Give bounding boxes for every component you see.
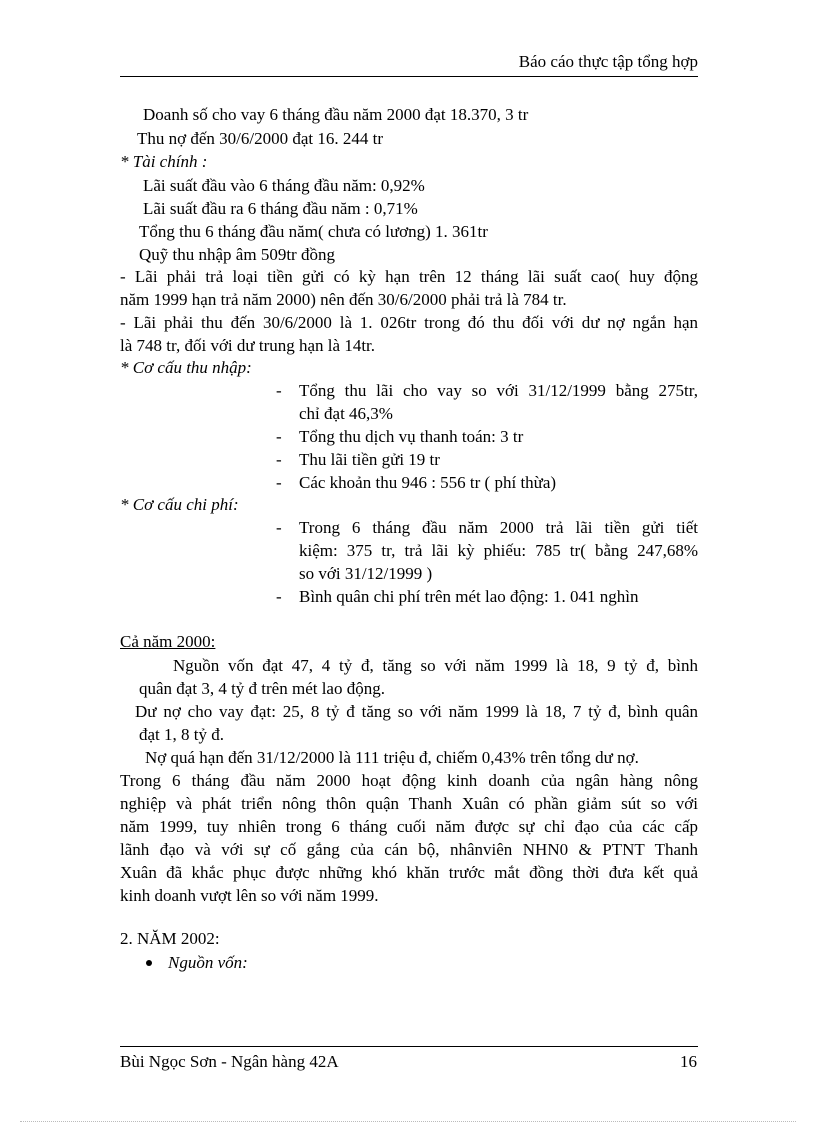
list-item: Trong 6 tháng đầu năm 2000 trả lãi tiền gửi tiết bbox=[299, 518, 698, 537]
paragraph-line: - Lãi phải trả loại tiền gửi có kỳ hạn trên 12 tháng lãi suất cao( huy động bbox=[120, 267, 698, 286]
bullet-icon bbox=[146, 960, 152, 966]
footer-author: Bùi Ngọc Sơn - Ngân hàng 42A bbox=[120, 1052, 339, 1071]
text-line: Tổng thu 6 tháng đầu năm( chưa có lương) 1. 361tr bbox=[139, 222, 488, 241]
text-line: Lãi suất đầu vào 6 tháng đầu năm: 0,92% bbox=[143, 176, 425, 195]
paragraph-line: lãnh đạo và với sự cố gắng của cán bộ, nhânviên NHN0 & PTNT Thanh bbox=[120, 840, 698, 859]
paragraph-line: năm 1999 hạn trả năm 2000) nên đến 30/6/2000 phải trả là 784 tr. bbox=[120, 290, 567, 309]
page-bottom-border bbox=[20, 1121, 796, 1122]
section-heading-ca-nam-2000: Cả năm 2000: bbox=[120, 632, 216, 651]
text-line: Quỹ thu nhập âm 509tr đồng bbox=[139, 245, 335, 264]
text-line: Doanh số cho vay 6 tháng đầu năm 2000 đạt 18.370, 3 tr bbox=[143, 105, 529, 124]
paragraph-line: Xuân đã khắc phục được những khó khăn trước mắt đồng thời đưa kết quả bbox=[120, 863, 698, 882]
paragraph-line: Nguồn vốn đạt 47, 4 tỷ đ, tăng so với năm 1999 là 18, 9 tỷ đ, bình bbox=[173, 656, 698, 675]
list-item: Nguồn vốn: bbox=[168, 953, 248, 972]
page-header-title: Báo cáo thực tập tổng hợp bbox=[518, 52, 698, 71]
dash-marker: - bbox=[276, 381, 282, 400]
paragraph-line: đạt 1, 8 tỷ đ. bbox=[139, 725, 224, 744]
list-item: Thu lãi tiền gửi 19 tr bbox=[299, 450, 440, 469]
section-heading-co-cau-chi-phi: * Cơ cấu chi phí: bbox=[120, 495, 239, 514]
paragraph-line: kinh doanh vượt lên so với năm 1999. bbox=[120, 886, 379, 905]
page-number: 16 bbox=[680, 1052, 697, 1071]
header-rule bbox=[120, 76, 698, 77]
section-heading-tai-chinh: * Tài chính : bbox=[120, 152, 208, 171]
paragraph-line: là 748 tr, đối với dư trung hạn là 14tr. bbox=[120, 336, 376, 355]
text-line: Lãi suất đầu ra 6 tháng đầu năm : 0,71% bbox=[143, 199, 418, 218]
list-item: Tổng thu dịch vụ thanh toán: 3 tr bbox=[299, 427, 524, 446]
paragraph-line: Trong 6 tháng đầu năm 2000 hoạt động kinh doanh của ngân hàng nông bbox=[120, 771, 698, 790]
dash-marker: - bbox=[276, 587, 282, 606]
paragraph-line: năm 1999, tuy nhiên trong 6 tháng cuối năm được sự chỉ đạo của các cấp bbox=[120, 817, 698, 836]
dash-marker: - bbox=[276, 518, 282, 537]
section-heading-co-cau-thu-nhap: * Cơ cấu thu nhập: bbox=[120, 358, 252, 377]
list-item: Bình quân chi phí trên mét lao động: 1. 041 nghìn bbox=[299, 587, 639, 606]
paragraph-line: nghiệp và phát triển nông thôn quận Thanh Xuân có phần giảm sút so với bbox=[120, 794, 698, 813]
dash-marker: - bbox=[276, 427, 282, 446]
section-heading-nam-2002: 2. NĂM 2002: bbox=[120, 929, 220, 948]
list-item: Tổng thu lãi cho vay so với 31/12/1999 bằng 275tr, bbox=[299, 381, 698, 400]
paragraph-line: quân đạt 3, 4 tỷ đ trên mét lao động. bbox=[139, 679, 385, 698]
paragraph-line: Dư nợ cho vay đạt: 25, 8 tỷ đ tăng so với năm 1999 là 18, 7 tỷ đ, bình quân bbox=[135, 702, 698, 721]
list-item: chỉ đạt 46,3% bbox=[299, 404, 393, 423]
text-line: Thu nợ đến 30/6/2000 đạt 16. 244 tr bbox=[137, 129, 384, 148]
list-item: so với 31/12/1999 ) bbox=[299, 564, 433, 583]
footer-rule bbox=[120, 1046, 698, 1047]
paragraph-line: - Lãi phải thu đến 30/6/2000 là 1. 026tr trong đó thu đối với dư nợ ngắn hạn bbox=[120, 313, 698, 332]
list-item: Các khoản thu 946 : 556 tr ( phí thừa) bbox=[299, 473, 557, 492]
paragraph-line: Nợ quá hạn đến 31/12/2000 là 111 triệu đ, chiếm 0,43% trên tổng dư nợ. bbox=[145, 748, 639, 767]
list-item: kiệm: 375 tr, trả lãi kỳ phiếu: 785 tr( bằng 247,68% bbox=[299, 541, 698, 560]
dash-marker: - bbox=[276, 450, 282, 469]
dash-marker: - bbox=[276, 473, 282, 492]
